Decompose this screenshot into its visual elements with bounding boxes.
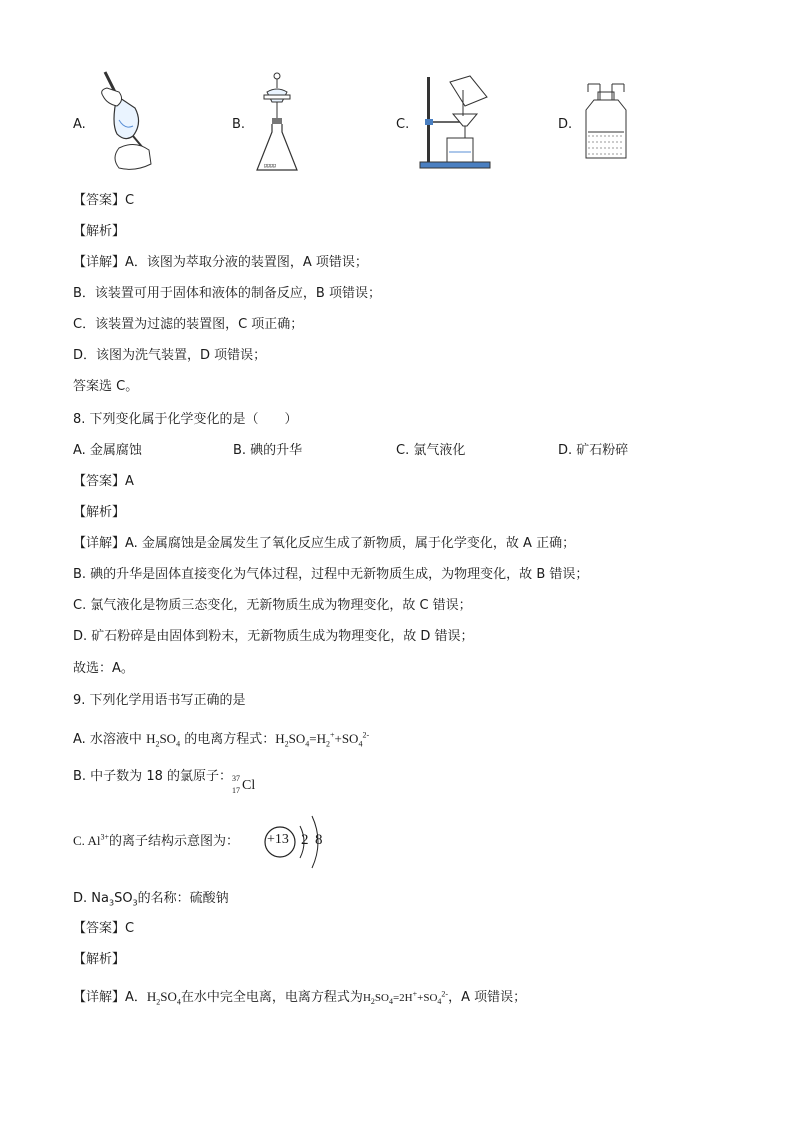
q8-analysis-heading: 【解析】	[73, 505, 126, 520]
q9-analysis-heading: 【解析】	[73, 952, 126, 967]
q7-detail-c: C．该装置为过滤的装置图，C 项正确；	[73, 317, 304, 332]
formula-h2so4: $H_2SO_4$	[146, 731, 181, 749]
shell-1-electrons: 2	[301, 832, 309, 848]
q9-detail-a-tail: ，A 项错误；	[448, 990, 527, 1005]
q8-detail-c: C. 氯气液化是物质三态变化，无新物质生成为物理变化，故 C 错误；	[73, 598, 472, 613]
q9-option-c	[73, 832, 239, 851]
q9-option-c-prefix: C. Al	[73, 833, 101, 848]
q7-detail-a: 【详解】A．该图为萃取分液的装置图，A 项错误；	[73, 255, 368, 270]
q9-option-b	[73, 768, 266, 795]
correct-ionization-equation: $H_2SO_4=2H^++SO_4^{2-}$	[362, 989, 449, 1007]
ionization-equation: $H_2SO_4=H_2^++SO_4^{2-}$	[275, 730, 370, 749]
option-b-label: B.	[232, 117, 246, 132]
q9-option-a-mid: 的电离方程式：	[180, 732, 276, 747]
mass-number: 37	[232, 774, 240, 783]
svg-text:ﾛﾛﾛﾛ: ﾛﾛﾛﾛ	[264, 163, 277, 170]
q8-final: 故选：A。	[73, 661, 134, 676]
q9-option-d: D. $Na_3SO_3$的名称：硫酸钠	[73, 891, 229, 908]
gas-washing-bottle-figure	[580, 80, 632, 162]
q7-detail-b: B．该装置可用于固体和液体的制备反应，B 项错误；	[73, 286, 381, 301]
q9-answer: 【答案】C	[73, 921, 135, 936]
q8-option-a: A. 金属腐蚀	[73, 443, 142, 458]
q9-stem: 9. 下列化学用语书写正确的是	[73, 693, 246, 708]
q9-detail-a-lead: 【详解】A．	[73, 990, 147, 1005]
conical-flask-funnel-figure	[252, 70, 302, 175]
atomic-number: 17	[232, 786, 240, 795]
q9-option-d-suffix: 的名称：硫酸钠	[137, 891, 229, 906]
q7-final: 答案选 C。	[73, 379, 139, 394]
option-c-label: C.	[396, 117, 410, 132]
shell-2-electrons: 8	[315, 832, 323, 848]
q9-option-d-prefix: D. Na	[73, 891, 109, 906]
q8-option-b: B. 碘的升华	[233, 443, 303, 458]
option-d-label: D.	[558, 117, 573, 132]
q8-option-d: D. 矿石粉碎	[558, 443, 629, 458]
separatory-funnel-extraction-figure	[95, 68, 165, 173]
option-a-label: A.	[73, 117, 86, 132]
element-symbol: Cl	[242, 778, 256, 793]
q9-detail-a	[73, 988, 526, 1007]
q9-option-d-mid: SO	[114, 891, 133, 906]
q9-option-a	[73, 730, 369, 749]
q9-option-b-text: B. 中子数为 18 的氯原子：	[73, 769, 232, 784]
q9-option-a-prefix: A. 水溶液中	[73, 732, 147, 747]
ion-structure-diagram	[262, 812, 332, 876]
q8-option-c: C. 氯气液化	[396, 443, 466, 458]
nucleus-charge: +13	[267, 832, 289, 847]
q7-detail-d: D．该图为洗气装置，D 项错误；	[73, 348, 267, 363]
q8-detail-a: 【详解】A. 金属腐蚀是金属发生了氧化反应生成了新物质，属于化学变化，故 A 正确；	[73, 536, 576, 551]
q8-detail-b: B. 碘的升华是固体直接变化为气体过程，过程中无新物质生成，为物理变化，故 B 错误；	[73, 567, 589, 582]
q9-option-c-suffix: 的离子结构示意图为：	[108, 834, 239, 849]
q7-answer: 【答案】C	[73, 193, 135, 208]
q8-detail-d: D. 矿石粉碎是由固体到粉末，无新物质生成为物理变化，故 D 错误；	[73, 629, 474, 644]
ion-charge: 3+	[100, 832, 109, 842]
q8-stem: 8. 下列变化属于化学变化的是（ ）	[73, 412, 298, 427]
q8-answer: 【答案】A	[73, 474, 134, 489]
q7-analysis-heading: 【解析】	[73, 224, 126, 239]
filtration-apparatus-figure	[415, 72, 495, 172]
formula-h2so4-detail: $H_2SO_4$	[146, 989, 181, 1007]
q9-detail-a-mid: 在水中完全电离，电离方程式为	[180, 990, 363, 1005]
